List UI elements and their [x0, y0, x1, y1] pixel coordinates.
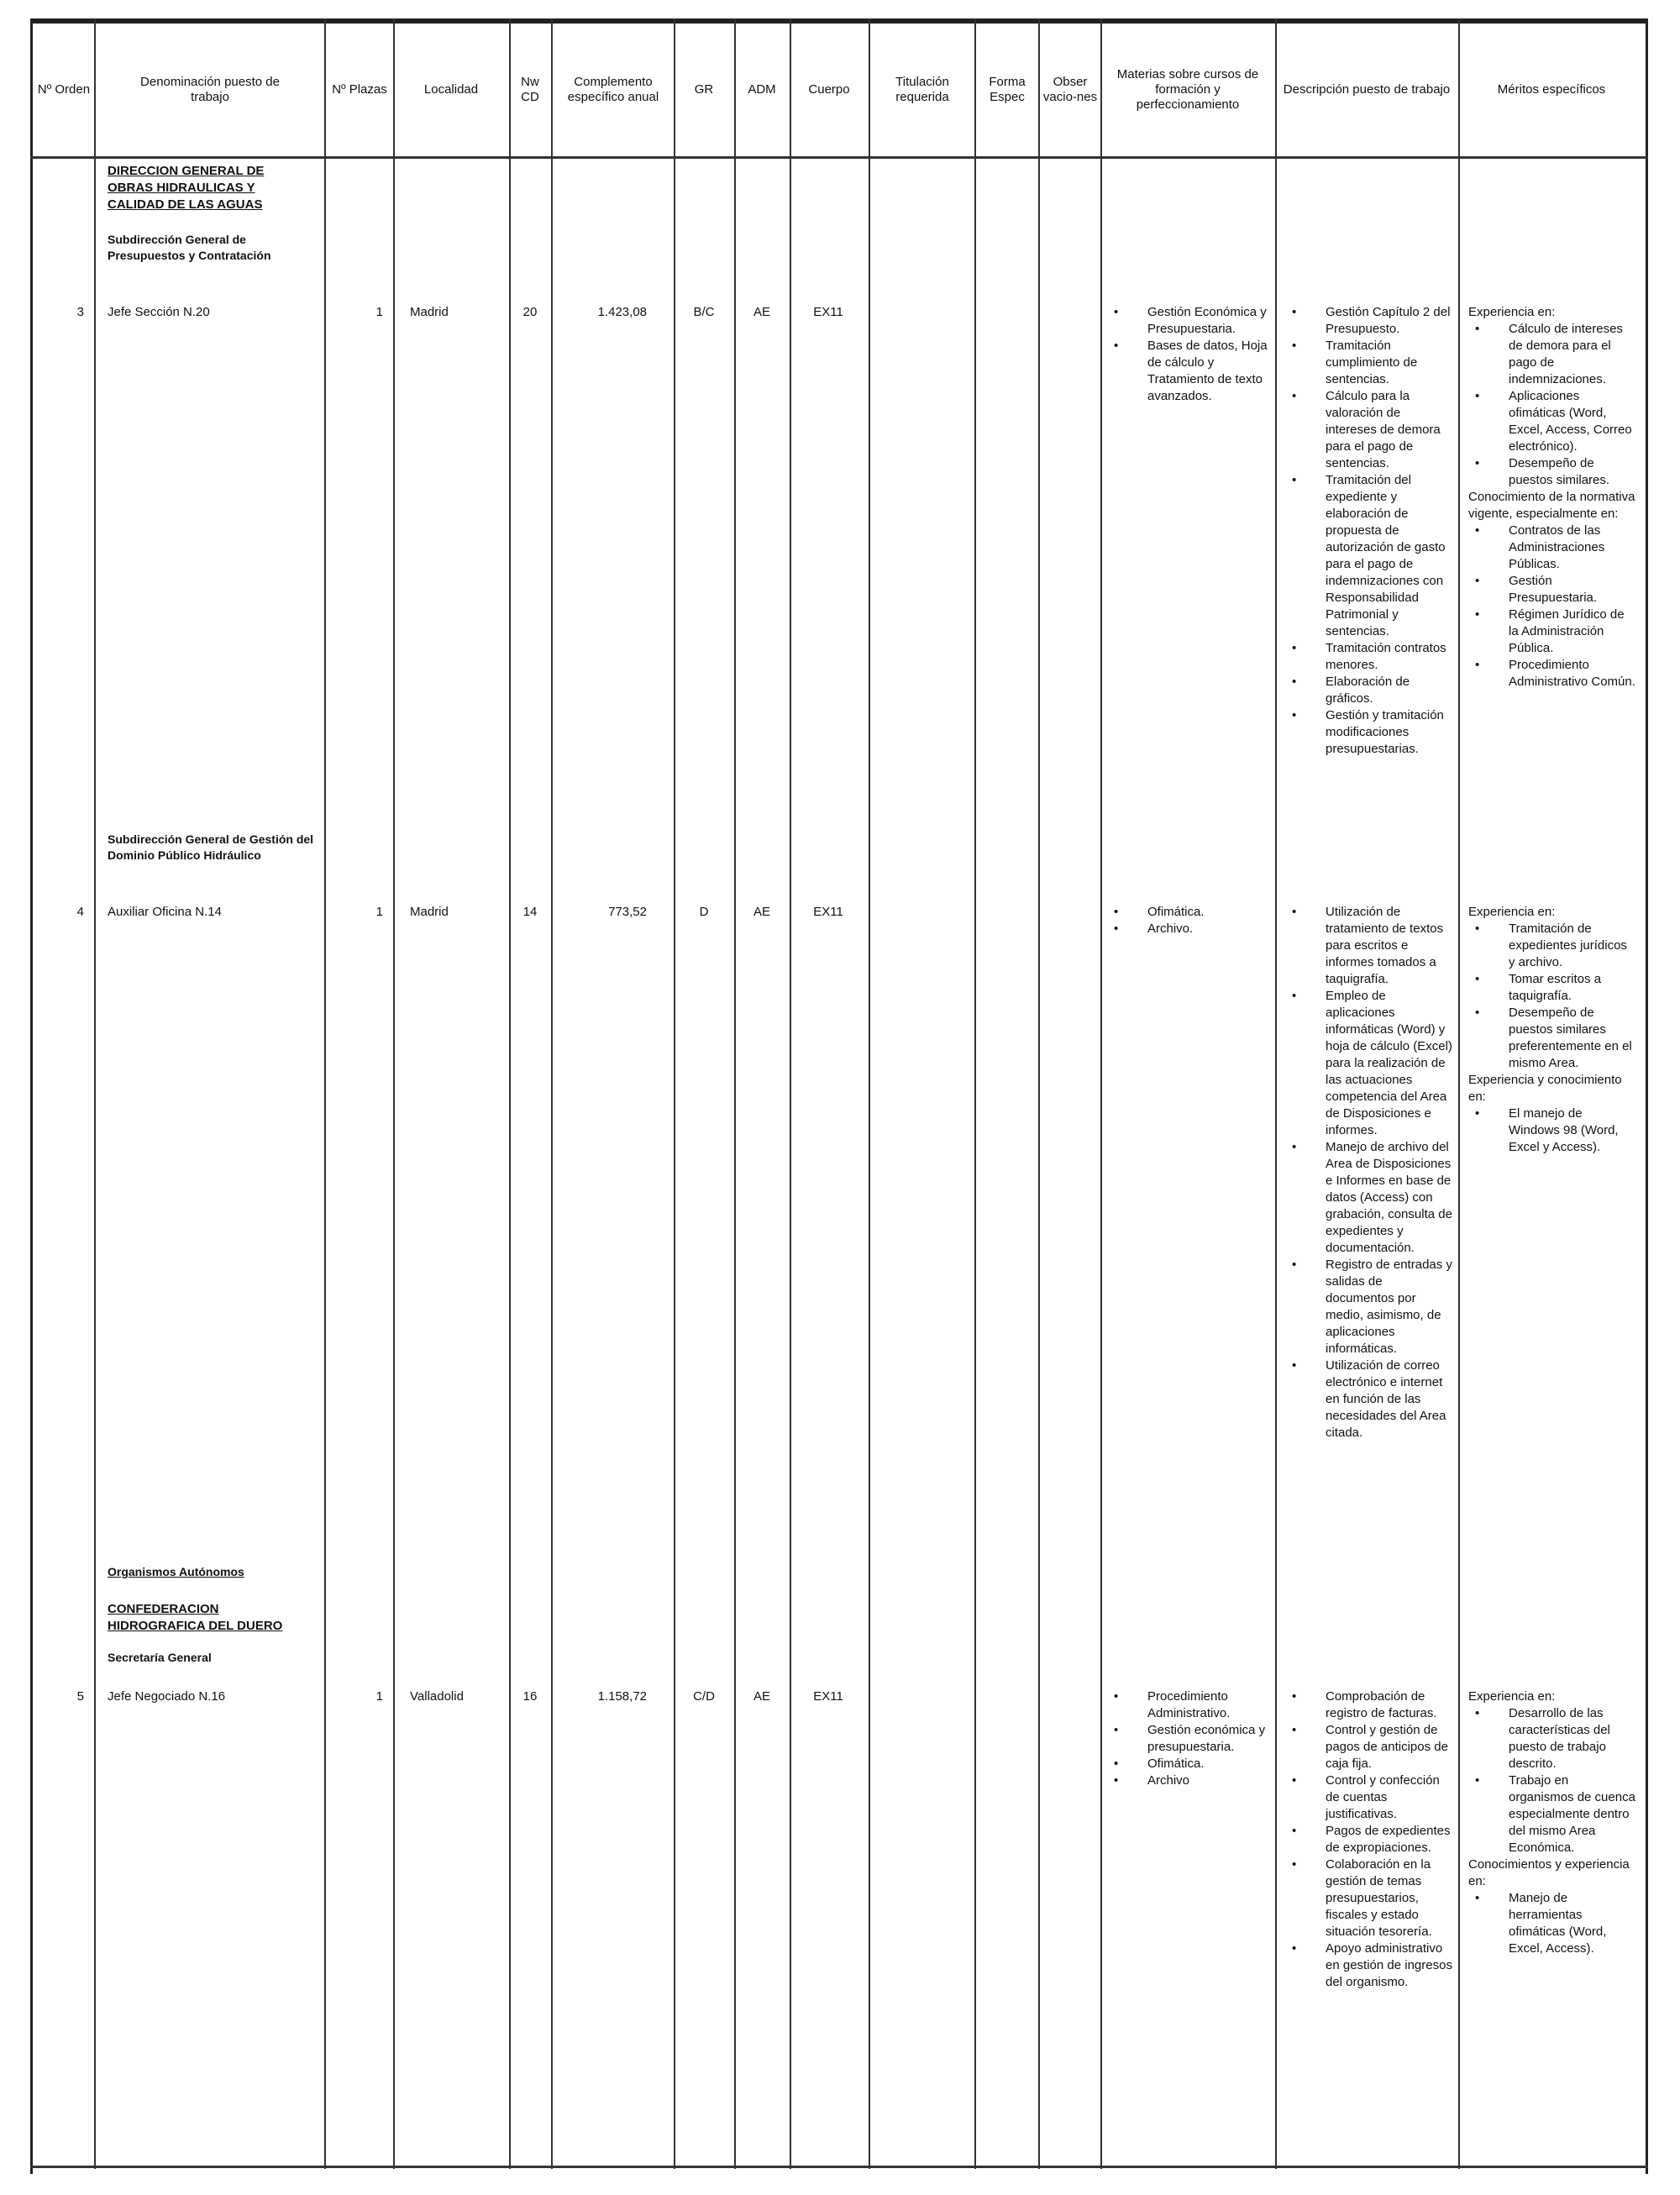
row-localidad: Madrid — [410, 905, 449, 919]
header-complemento: Complemento específico anual — [567, 75, 659, 104]
header-titulacion: Titulación requerida — [895, 75, 949, 104]
list-item: • Tramitación del expediente y elaboración de propuesta de autorización de gasto para el pago de indemnizaciones con Responsabilidad Patrimonial y sentencias. — [1285, 472, 1453, 640]
row-gr: D — [699, 905, 709, 919]
section-subdireccion-presupuestos: Subdirección General de Presupuestos y Contratación — [108, 233, 271, 262]
column-divider — [734, 18, 736, 2169]
meritos-intro: Conocimientos y experiencia en: — [1468, 1857, 1630, 1888]
list-item: • Gestión Capítulo 2 del Presupuesto. — [1285, 304, 1453, 338]
row-complemento: 1.158,72 — [597, 1689, 647, 1704]
list-item: • Trabajo en organismos de cuenca especialmente dentro del mismo Area Económica. — [1468, 1772, 1636, 1856]
section-direccion-general: DIRECCION GENERAL DE OBRAS HIDRAULICAS Y CALIDAD DE LAS AGUAS — [108, 164, 265, 212]
meritos-intro: Experiencia y conocimiento en: — [1468, 1073, 1622, 1104]
meritos-list — [1468, 522, 1636, 691]
list-item: • Ofimática. — [1107, 1756, 1268, 1772]
column-divider — [324, 18, 326, 2169]
meritos-intro: Experiencia en: — [1468, 1689, 1556, 1704]
meritos-intro: Experiencia en: — [1468, 905, 1556, 919]
column-divider — [869, 18, 870, 2169]
row-cuerpo: EX11 — [813, 1689, 843, 1704]
list-item: • Tramitación cumplimiento de sentencias. — [1285, 338, 1453, 388]
row-cuerpo: EX11 — [813, 305, 843, 319]
list-item: • Utilización de correo electrónico e internet en función de las necesidades del Area citada. — [1285, 1357, 1453, 1441]
list-item: • Desempeño de puestos similares. — [1468, 455, 1636, 489]
row-meritos — [1468, 1688, 1636, 1957]
column-divider — [1458, 18, 1460, 2169]
list-item: • Elaboración de gráficos. — [1285, 674, 1453, 707]
meritos-list — [1468, 1890, 1636, 1957]
list-item: • Pagos de expedientes de expropiaciones. — [1285, 1823, 1453, 1856]
list-item: • Archivo. — [1107, 921, 1268, 937]
header-plazas: Nº Plazas — [332, 82, 387, 97]
list-item: • Colaboración en la gestión de temas presupuestarios, fiscales y estado situación tesorería. — [1285, 1856, 1453, 1940]
row-plazas: 1 — [375, 905, 383, 919]
list-item: • Control y confección de cuentas justificativas. — [1285, 1772, 1453, 1823]
meritos-list — [1468, 921, 1636, 1072]
list-item: • Comprobación de registro de facturas. — [1285, 1688, 1453, 1722]
list-item: • Utilización de tratamiento de textos para escritos e informes tomados a taquigrafía. — [1285, 904, 1453, 988]
list-item: • Gestión Presupuestaria. — [1468, 573, 1636, 607]
row-descripcion-list — [1285, 1688, 1453, 1991]
list-item: • Empleo de aplicaciones informáticas (Word) y hoja de cálculo (Excel) para la realización de las actuaciones competencia del Area de Disposiciones e informes. — [1285, 988, 1453, 1139]
row-materias-list — [1107, 1688, 1268, 1789]
column-divider — [509, 18, 511, 2169]
row-orden: 5 — [76, 1689, 84, 1704]
row-meritos — [1468, 904, 1636, 1156]
list-item: • Contratos de las Administraciones Públicas. — [1468, 522, 1636, 573]
row-complemento: 773,52 — [608, 905, 647, 919]
row-complemento: 1.423,08 — [597, 305, 647, 319]
list-item: • Régimen Jurídico de la Administración Pública. — [1468, 607, 1636, 657]
list-item: • Gestión Económica y Presupuestaria. — [1107, 304, 1268, 338]
section-organismos-autonomos: Organismos Autónomos — [108, 1565, 244, 1578]
column-divider — [674, 18, 675, 2169]
header-forma: Forma Espec — [989, 75, 1026, 104]
header-materias: Materias sobre cursos de formación y perfeccionamiento — [1116, 67, 1259, 112]
row-nivel: 20 — [522, 305, 538, 319]
row-descripcion-list — [1285, 304, 1453, 758]
row-denominacion: Jefe Sección N.20 — [108, 305, 210, 319]
row-materias-list — [1107, 904, 1268, 937]
meritos-intro: Conocimiento de la normativa vigente, especialmente en: — [1468, 490, 1635, 521]
row-localidad: Valladolid — [410, 1689, 464, 1704]
header-orden: Nº Orden — [37, 82, 91, 97]
header-denominacion: Denominación puesto de trabajo — [140, 75, 280, 104]
row-nivel: 16 — [522, 1689, 538, 1704]
list-item: • Gestión económica y presupuestaria. — [1107, 1722, 1268, 1756]
list-item: • Desarrollo de las características del puesto de trabajo descrito. — [1468, 1705, 1636, 1772]
meritos-list — [1468, 1105, 1636, 1156]
list-item: • Aplicaciones ofimáticas (Word, Excel, Access, Correo electrónico). — [1468, 388, 1636, 455]
column-divider — [790, 18, 791, 2169]
list-item: • Cálculo para la valoración de intereses de demora para el pago de sentencias. — [1285, 388, 1453, 472]
column-divider — [1275, 18, 1277, 2169]
row-orden: 4 — [76, 905, 84, 919]
list-item: • Bases de datos, Hoja de cálculo y Tratamiento de texto avanzados. — [1107, 338, 1268, 405]
row-localidad: Madrid — [410, 305, 449, 319]
list-item: • Tramitación de expedientes jurídicos y archivo. — [1468, 921, 1636, 971]
row-plazas: 1 — [375, 1689, 383, 1704]
header-meritos: Méritos específicos — [1497, 82, 1606, 97]
row-adm: AE — [753, 905, 770, 919]
row-materias-list — [1107, 304, 1268, 405]
header-adm: ADM — [748, 82, 776, 97]
list-item: • Registro de entradas y salidas de documentos por medio, asimismo, de aplicaciones informáticas. — [1285, 1257, 1453, 1357]
section-secretaria-general: Secretaría General — [108, 1651, 212, 1664]
column-divider — [94, 18, 96, 2169]
column-divider — [1100, 18, 1102, 2169]
list-item: • Procedimiento Administrativo. — [1107, 1688, 1268, 1722]
row-meritos — [1468, 304, 1636, 691]
row-gr: C/D — [693, 1689, 715, 1704]
list-item: • Manejo de archivo del Area de Disposiciones e Informes en base de datos (Access) con grabación, consulta de expedientes y documentación. — [1285, 1139, 1453, 1257]
row-plazas: 1 — [375, 305, 383, 319]
list-item: • Apoyo administrativo en gestión de ingresos del organismo. — [1285, 1940, 1453, 1991]
row-nivel: 14 — [522, 905, 538, 919]
row-orden: 3 — [76, 305, 84, 319]
section-confederacion: CONFEDERACION HIDROGRAFICA DEL DUERO — [108, 1602, 283, 1633]
row-descripcion-list — [1285, 904, 1453, 1441]
list-item: • Manejo de herramientas ofimáticas (Word, Excel, Access). — [1468, 1890, 1636, 1957]
list-item: • Ofimática. — [1107, 904, 1268, 921]
row-cuerpo: EX11 — [813, 905, 843, 919]
meritos-list — [1468, 321, 1636, 489]
row-adm: AE — [753, 1689, 770, 1704]
list-item: • El manejo de Windows 98 (Word, Excel y Access). — [1468, 1105, 1636, 1156]
header-cuerpo: Cuerpo — [808, 82, 850, 97]
row-adm: AE — [753, 305, 770, 319]
column-divider — [974, 18, 976, 2169]
row-denominacion: Jefe Negociado N.16 — [108, 1689, 226, 1704]
meritos-intro: Experiencia en: — [1468, 305, 1556, 319]
list-item: • Procedimiento Administrativo Común. — [1468, 657, 1636, 691]
column-divider — [393, 18, 395, 2169]
list-item: • Archivo — [1107, 1772, 1268, 1789]
list-item: • Gestión y tramitación modificaciones presupuestarias. — [1285, 707, 1453, 758]
header-localidad: Localidad — [423, 82, 479, 97]
table-bottom-line — [30, 2166, 1648, 2168]
meritos-list — [1468, 1705, 1636, 1856]
list-item: • Desempeño de puestos similares preferentemente en el mismo Area. — [1468, 1005, 1636, 1072]
list-item: • Tomar escritos a taquigrafía. — [1468, 971, 1636, 1005]
section-subdireccion-dominio: Subdirección General de Gestión del Dominio Público Hidráulico — [108, 832, 314, 862]
row-denominacion: Auxiliar Oficina N.14 — [108, 905, 222, 919]
row-gr: B/C — [693, 305, 715, 319]
header-observaciones: Obser vacio-nes — [1042, 75, 1098, 104]
header-gr: GR — [694, 82, 714, 97]
column-divider — [551, 18, 553, 2169]
column-divider — [1038, 18, 1040, 2169]
header-descripcion: Descripción puesto de trabajo — [1283, 82, 1451, 97]
header-nivel: Nw CD — [521, 75, 539, 104]
header-divider — [30, 156, 1648, 159]
list-item: • Tramitación contratos menores. — [1285, 640, 1453, 674]
list-item: • Cálculo de intereses de demora para el pago de indemnizaciones. — [1468, 321, 1636, 388]
list-item: • Control y gestión de pagos de anticipos de caja fija. — [1285, 1722, 1453, 1772]
